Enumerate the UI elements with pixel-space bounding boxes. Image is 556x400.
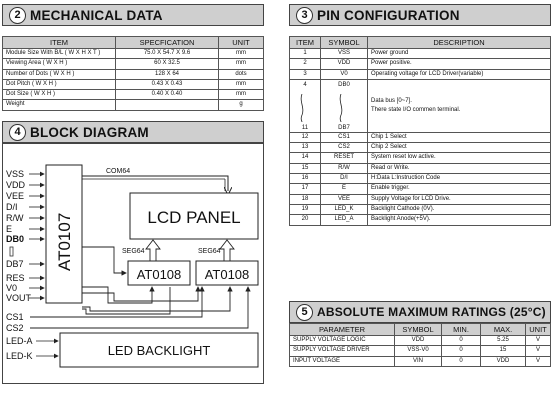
pin-label-v0: V0: [6, 283, 18, 293]
cell: [321, 79, 368, 132]
cell: SUPPLY VOLTAGE DRIVER: [290, 346, 395, 356]
col-header: ITEM: [290, 37, 321, 49]
bus-line: [82, 287, 170, 314]
table-row: [290, 174, 551, 184]
cell: 19: [290, 204, 321, 214]
cell: 75.0 X 54.7 X 9.6: [116, 49, 219, 59]
pin-label-db0: DB0: [6, 234, 25, 244]
table-row-data-bus: [290, 79, 551, 132]
cell: 20: [290, 215, 321, 225]
col-header: SYMBOL: [321, 37, 368, 49]
pin-label-vdd: VDD: [6, 180, 26, 190]
cell: Power positive.: [368, 59, 551, 69]
controller-label: AT0107: [55, 212, 74, 271]
cell: V: [526, 346, 551, 356]
cell: System reset low active.: [368, 153, 551, 163]
table-row: [290, 215, 551, 225]
col-header: ITEM: [3, 37, 116, 49]
cell: 5.25: [481, 336, 526, 346]
table-row: [290, 336, 551, 346]
table-row: [3, 49, 264, 59]
block-diagram: [2, 143, 264, 384]
symbol-start: DB0: [338, 81, 350, 88]
section-number: 3: [296, 7, 313, 24]
cell: dots: [219, 69, 264, 79]
cell: VEE: [321, 194, 368, 204]
cell: 14: [290, 153, 321, 163]
led-a-label: LED-A: [6, 336, 33, 346]
col-header: UNIT: [526, 324, 551, 336]
table-row: [3, 79, 264, 89]
pin-label-vss: VSS: [6, 169, 25, 179]
table-row: [3, 100, 264, 110]
cell: 0.40 X 0.40: [116, 90, 219, 100]
cell: VIN: [395, 356, 442, 366]
pin-label-vee: VEE: [6, 191, 25, 201]
section-number: 2: [9, 7, 26, 24]
data-bus-desc-2: There state I/O commen terminal.: [371, 106, 461, 113]
bus-ellipsis-icon: [10, 247, 13, 256]
pin-label-res: RES: [6, 273, 25, 283]
cell: [116, 100, 219, 110]
section-title: MECHANICAL DATA: [30, 7, 163, 23]
seg-label-2: SEG64: [198, 248, 221, 255]
cell: VSS-V0: [395, 346, 442, 356]
cell: INPUT VOLTAGE: [290, 356, 395, 366]
mechanical-header: [2, 4, 264, 26]
cell: R/W: [321, 163, 368, 173]
cell: 2: [290, 59, 321, 69]
cell: 13: [290, 143, 321, 153]
cell: 0.43 X 0.43: [116, 79, 219, 89]
table-row: [290, 194, 551, 204]
cell: mm: [219, 59, 264, 69]
item-end: 11: [301, 124, 309, 131]
cell: 16: [290, 174, 321, 184]
cell: 18: [290, 194, 321, 204]
cell: mm: [219, 49, 264, 59]
pin-label-e: E: [6, 224, 13, 234]
section-number: 5: [296, 304, 313, 321]
cell: 0: [442, 346, 481, 356]
cell: g: [219, 100, 264, 110]
col-header: MAX.: [481, 324, 526, 336]
seg-arrow-2: [220, 240, 234, 261]
cs2-label: CS2: [6, 323, 24, 333]
cell: Enable trigger.: [368, 184, 551, 194]
cell: 0: [442, 356, 481, 366]
ctrl-driver-line: [82, 287, 198, 301]
cell: 17: [290, 184, 321, 194]
seg-label-1: SEG64: [122, 248, 145, 255]
cell: VSS: [321, 49, 368, 59]
table-row: [3, 90, 264, 100]
col-header: SPECFICATION: [116, 37, 219, 49]
cell: [368, 79, 551, 132]
cell: Backlight Anode(+5V).: [368, 215, 551, 225]
com-bus-arrow: [82, 176, 228, 191]
col-header: PARAMETER: [290, 324, 395, 336]
range-squiggle: [298, 94, 306, 122]
cell: Backlight Cathode (0V).: [368, 204, 551, 214]
cell: RESET: [321, 153, 368, 163]
cell: Chip 1 Select: [368, 132, 551, 142]
com-label: COM64: [106, 168, 131, 175]
cell: 15: [481, 346, 526, 356]
section-title: ABSOLUTE MAXIMUM RATINGS (25°C): [317, 305, 546, 319]
table-row: [3, 69, 264, 79]
item-start: 4: [303, 81, 307, 88]
col-header: MIN.: [442, 324, 481, 336]
table-row: [290, 153, 551, 163]
cell: Dot Size ( W X H ): [3, 90, 116, 100]
cell: LED_K: [321, 204, 368, 214]
pin-label-rw: R/W: [6, 213, 24, 223]
cell: LED_A: [321, 215, 368, 225]
table-row: [290, 356, 551, 366]
section-number: 4: [9, 124, 26, 141]
table-row: [290, 346, 551, 356]
col-header: SYMBOL: [395, 324, 442, 336]
cell: [290, 79, 321, 132]
cell: VDD: [481, 356, 526, 366]
seg-arrow-1: [146, 240, 160, 261]
data-bus-desc-1: Data bus [0~7].: [371, 97, 412, 104]
symbol-end: DB7: [338, 124, 350, 131]
cell: CS1: [321, 132, 368, 142]
cell: V: [526, 336, 551, 346]
cell: 3: [290, 69, 321, 79]
cell: E: [321, 184, 368, 194]
cell: D/I: [321, 174, 368, 184]
range-squiggle: [337, 94, 345, 122]
cell: Power ground: [368, 49, 551, 59]
block-diagram-header: [2, 121, 264, 143]
driver-label-1: AT0108: [136, 267, 182, 282]
backlight-label: LED BACKLIGHT: [107, 343, 211, 358]
mechanical-table: [2, 36, 264, 111]
abs-max-table: [289, 323, 551, 367]
table-row: [290, 204, 551, 214]
table-row: [290, 49, 551, 59]
bus-line: [82, 287, 230, 311]
cell: Weight: [3, 100, 116, 110]
cell: H:Data L:Instruction Code: [368, 174, 551, 184]
led-k-label: LED-K: [6, 351, 33, 361]
cell: Chip 2 Select: [368, 143, 551, 153]
cell: 12: [290, 132, 321, 142]
abs-max-header: [289, 301, 551, 323]
cell: Dot Pitch ( W X H ): [3, 79, 116, 89]
pin-label-db7: DB7: [6, 259, 24, 269]
col-header: DESCRIPTION: [368, 37, 551, 49]
ctrl-driver-line: [82, 247, 126, 273]
table-row: [290, 59, 551, 69]
cell: Module Size With B/L ( W X H X T ): [3, 49, 116, 59]
cell: VDD: [321, 59, 368, 69]
pin-config-header: [289, 4, 551, 26]
cs1-label: CS1: [6, 312, 24, 322]
cell: 15: [290, 163, 321, 173]
cell: Operating voltage for LCD Driver(variable): [368, 69, 551, 79]
cell: Supply Voltage for LCD Drive.: [368, 194, 551, 204]
table-row: [290, 69, 551, 79]
section-title: PIN CONFIGURATION: [317, 7, 460, 23]
cell: SUPPLY VOLTAGE LOGIC: [290, 336, 395, 346]
cell: Read or Write.: [368, 163, 551, 173]
cell: VDD: [395, 336, 442, 346]
cell: 0: [442, 336, 481, 346]
pin-label-di: D/I: [6, 202, 18, 212]
table-row: [290, 163, 551, 173]
pin-config-table: [289, 36, 551, 226]
pin-label-vout: VOUT: [6, 293, 32, 303]
section-title: BLOCK DIAGRAM: [30, 124, 149, 140]
lcd-panel-label: LCD PANEL: [147, 208, 241, 227]
cell: mm: [219, 79, 264, 89]
col-header: UNIT: [219, 37, 264, 49]
table-row: [290, 143, 551, 153]
cell: Number of Dots ( W X H ): [3, 69, 116, 79]
cell: 60 X 32.5: [116, 59, 219, 69]
cell: CS2: [321, 143, 368, 153]
cell: mm: [219, 90, 264, 100]
cell: Viewing Area ( W X H ): [3, 59, 116, 69]
cell: V0: [321, 69, 368, 79]
driver-label-2: AT0108: [204, 267, 250, 282]
table-row: [290, 132, 551, 142]
table-row: [290, 184, 551, 194]
table-row: [3, 59, 264, 69]
cell: V: [526, 356, 551, 366]
cell: 128 X 64: [116, 69, 219, 79]
cell: 1: [290, 49, 321, 59]
